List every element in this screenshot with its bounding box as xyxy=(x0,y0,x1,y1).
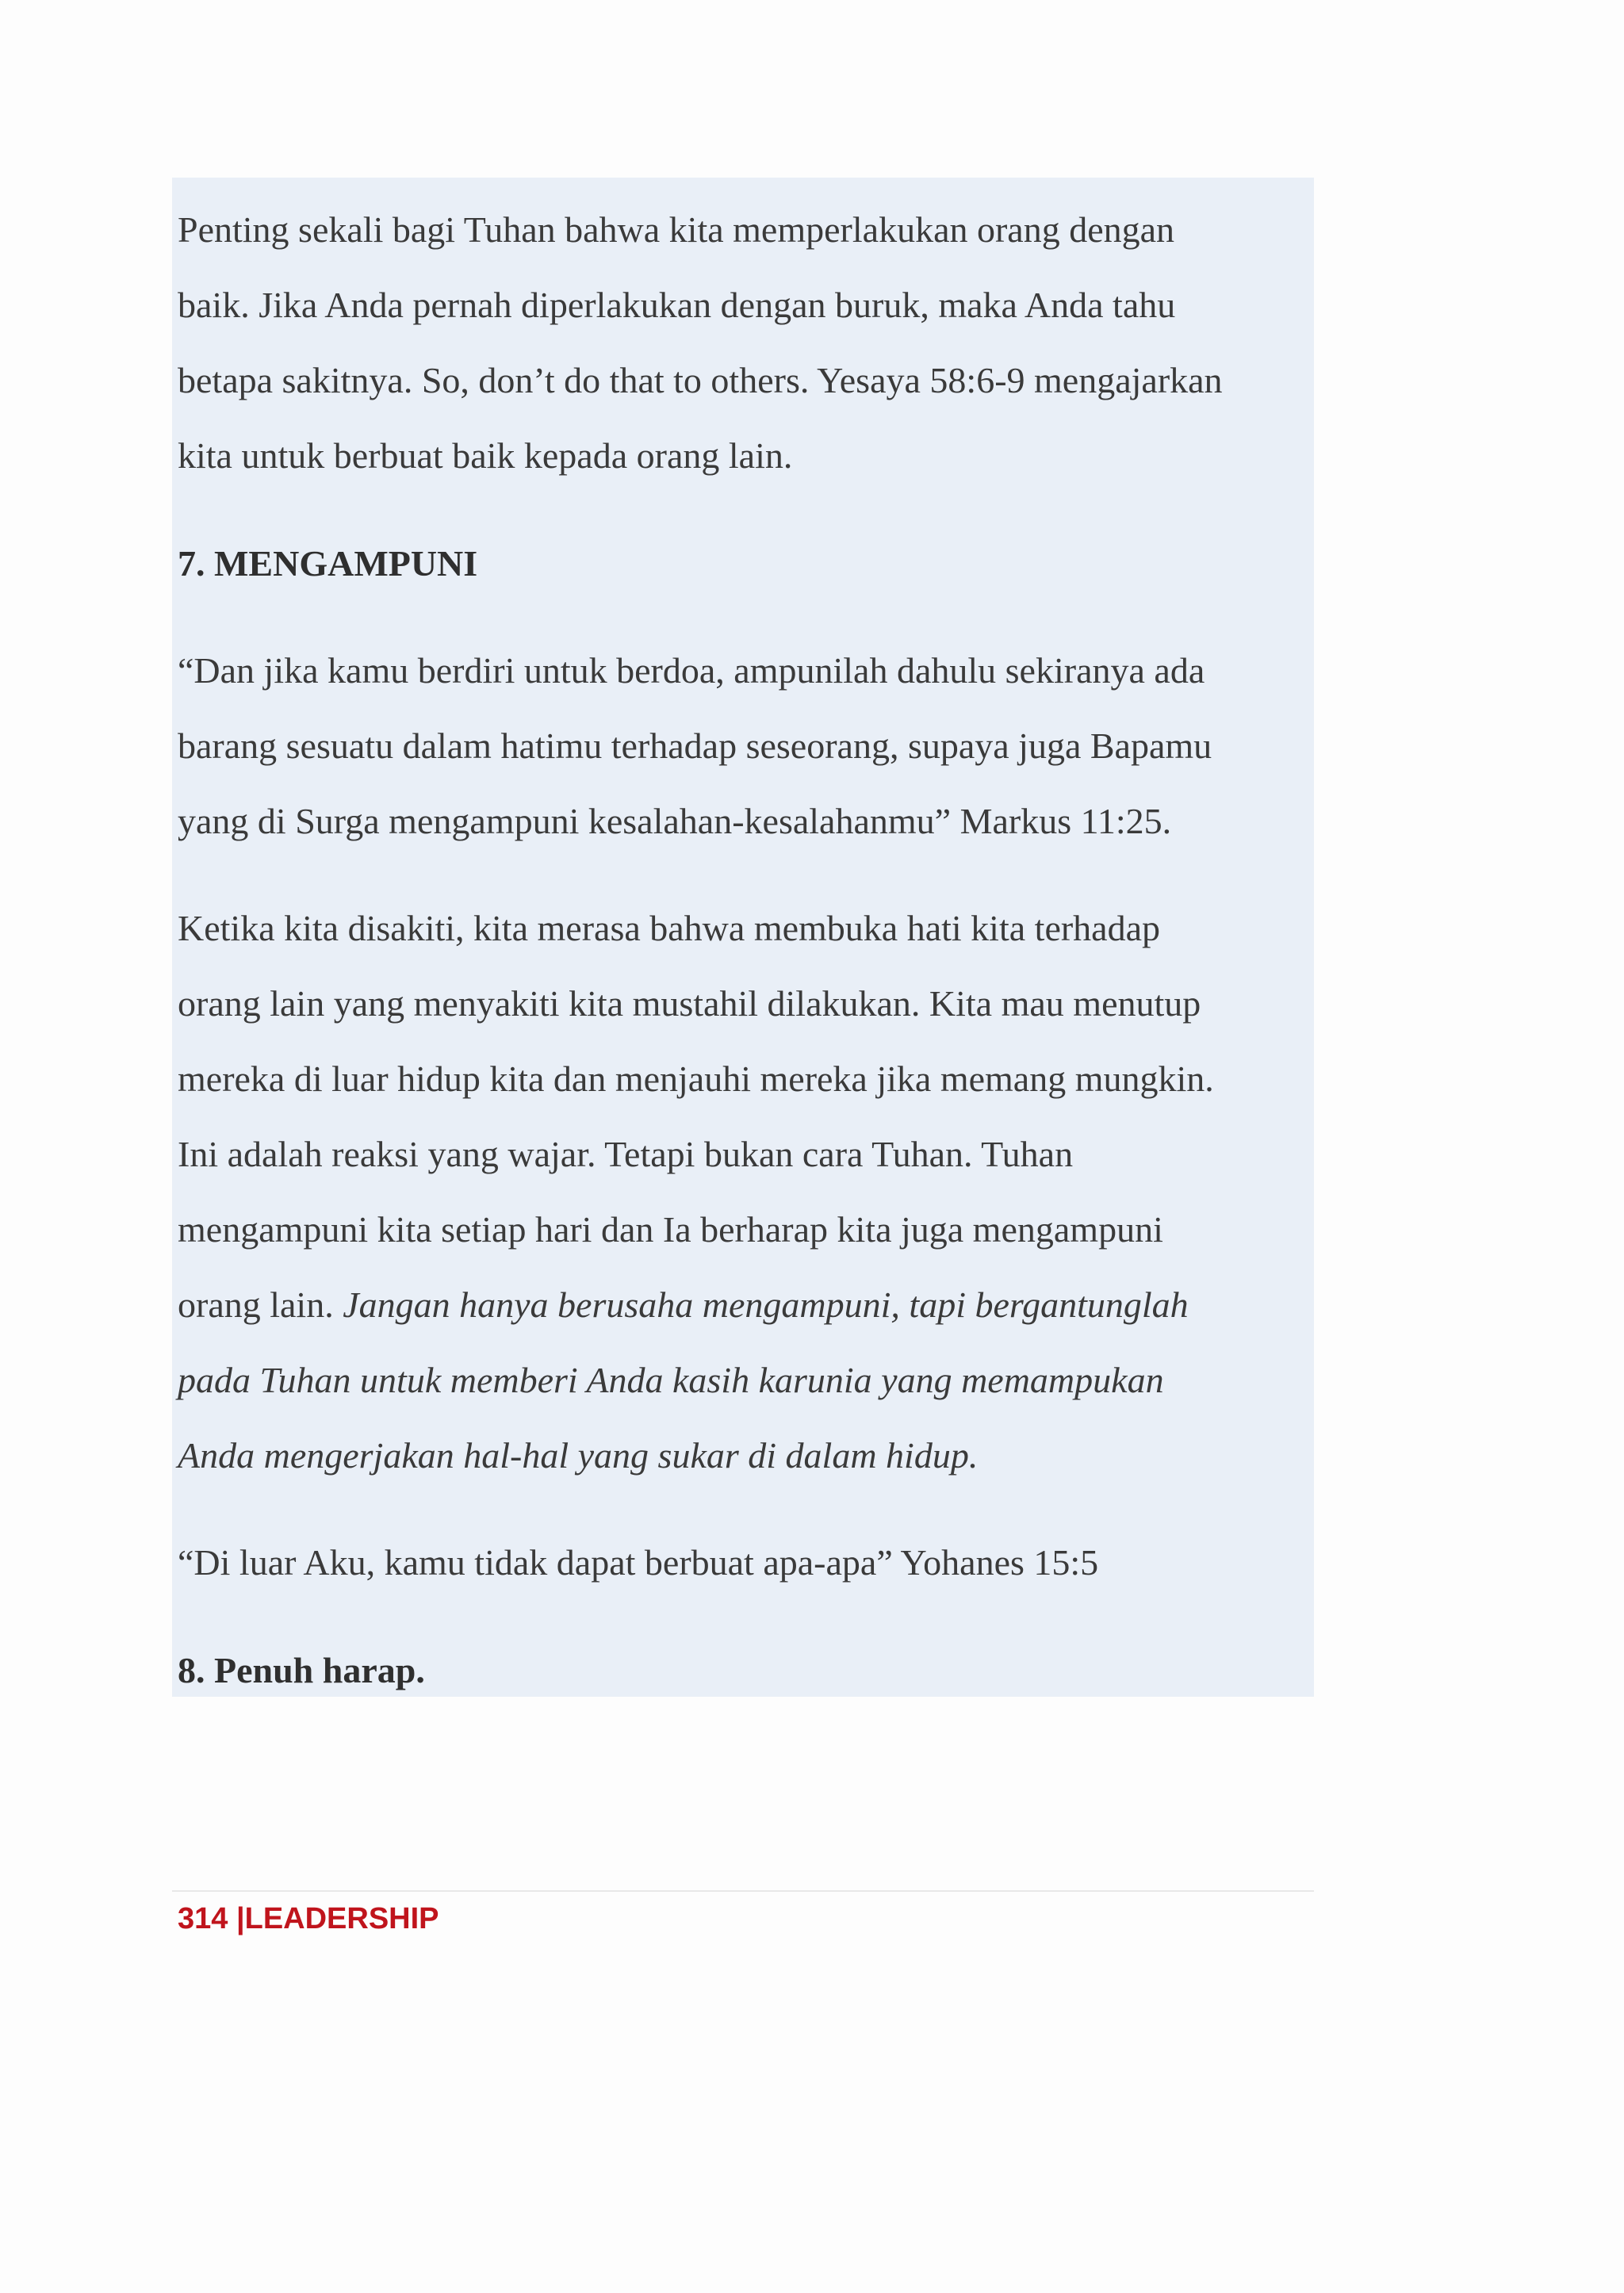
paragraph-2-line-6 xyxy=(178,1283,1189,1327)
quote-markus-line-2: barang sesuatu dalam hatimu terhadap seseorang, supaya juga Bapamu xyxy=(178,725,1212,766)
paragraph-2-line-7: pada Tuhan untuk memberi Anda kasih karunia yang memampukan xyxy=(178,1360,1164,1400)
page-footer xyxy=(178,1897,439,1941)
paragraph-1-line-1: Penting sekali bagi Tuhan bahwa kita memperlakukan orang dengan xyxy=(178,209,1175,250)
paragraph-2-line-6-italic: Jangan hanya berusaha mengampuni, tapi bergantunglah xyxy=(343,1284,1189,1325)
page-number: 314 xyxy=(178,1902,228,1935)
paragraph-1-line-2: baik. Jika Anda pernah diperlakukan dengan buruk, maka Anda tahu xyxy=(178,285,1176,325)
paragraph-2-line-1: Ketika kita disakiti, kita merasa bahwa membuka hati kita terhadap xyxy=(178,908,1161,948)
footer-separator: | xyxy=(228,1902,245,1935)
paragraph-2-line-6-plain: orang lain. xyxy=(178,1284,343,1325)
footer-section-title: LEADERSHIP xyxy=(244,1902,439,1935)
section-heading-7: 7. MENGAMPUNI xyxy=(178,543,478,584)
paragraph-2-line-4: Ini adalah reaksi yang wajar. Tetapi bukan cara Tuhan. Tuhan xyxy=(178,1134,1074,1174)
quote-markus-line-1: “Dan jika kamu berdiri untuk berdoa, ampunilah dahulu sekiranya ada xyxy=(178,650,1205,691)
section-heading-8: 8. Penuh harap. xyxy=(178,1650,425,1690)
paragraph-2-line-5: mengampuni kita setiap hari dan Ia berharap kita juga mengampuni xyxy=(178,1209,1163,1250)
paragraph-1-line-4: kita untuk berbuat baik kepada orang lain. xyxy=(178,435,793,476)
paragraph-2-line-8: Anda mengerjakan hal-hal yang sukar di dalam hidup. xyxy=(178,1435,979,1476)
paragraph-1-line-3: betapa sakitnya. So, don’t do that to others. Yesaya 58:6-9 mengajarkan xyxy=(178,360,1223,400)
footer-divider xyxy=(172,1890,1314,1892)
quote-markus-line-3: yang di Surga mengampuni kesalahan-kesalahanmu” Markus 11:25. xyxy=(178,801,1172,841)
paragraph-2-line-2: orang lain yang menyakiti kita mustahil dilakukan. Kita mau menutup xyxy=(178,983,1201,1024)
paragraph-2-line-3: mereka di luar hidup kita dan menjauhi mereka jika memang mungkin. xyxy=(178,1058,1214,1099)
quote-yohanes: “Di luar Aku, kamu tidak dapat berbuat apa-apa” Yohanes 15:5 xyxy=(178,1542,1099,1583)
